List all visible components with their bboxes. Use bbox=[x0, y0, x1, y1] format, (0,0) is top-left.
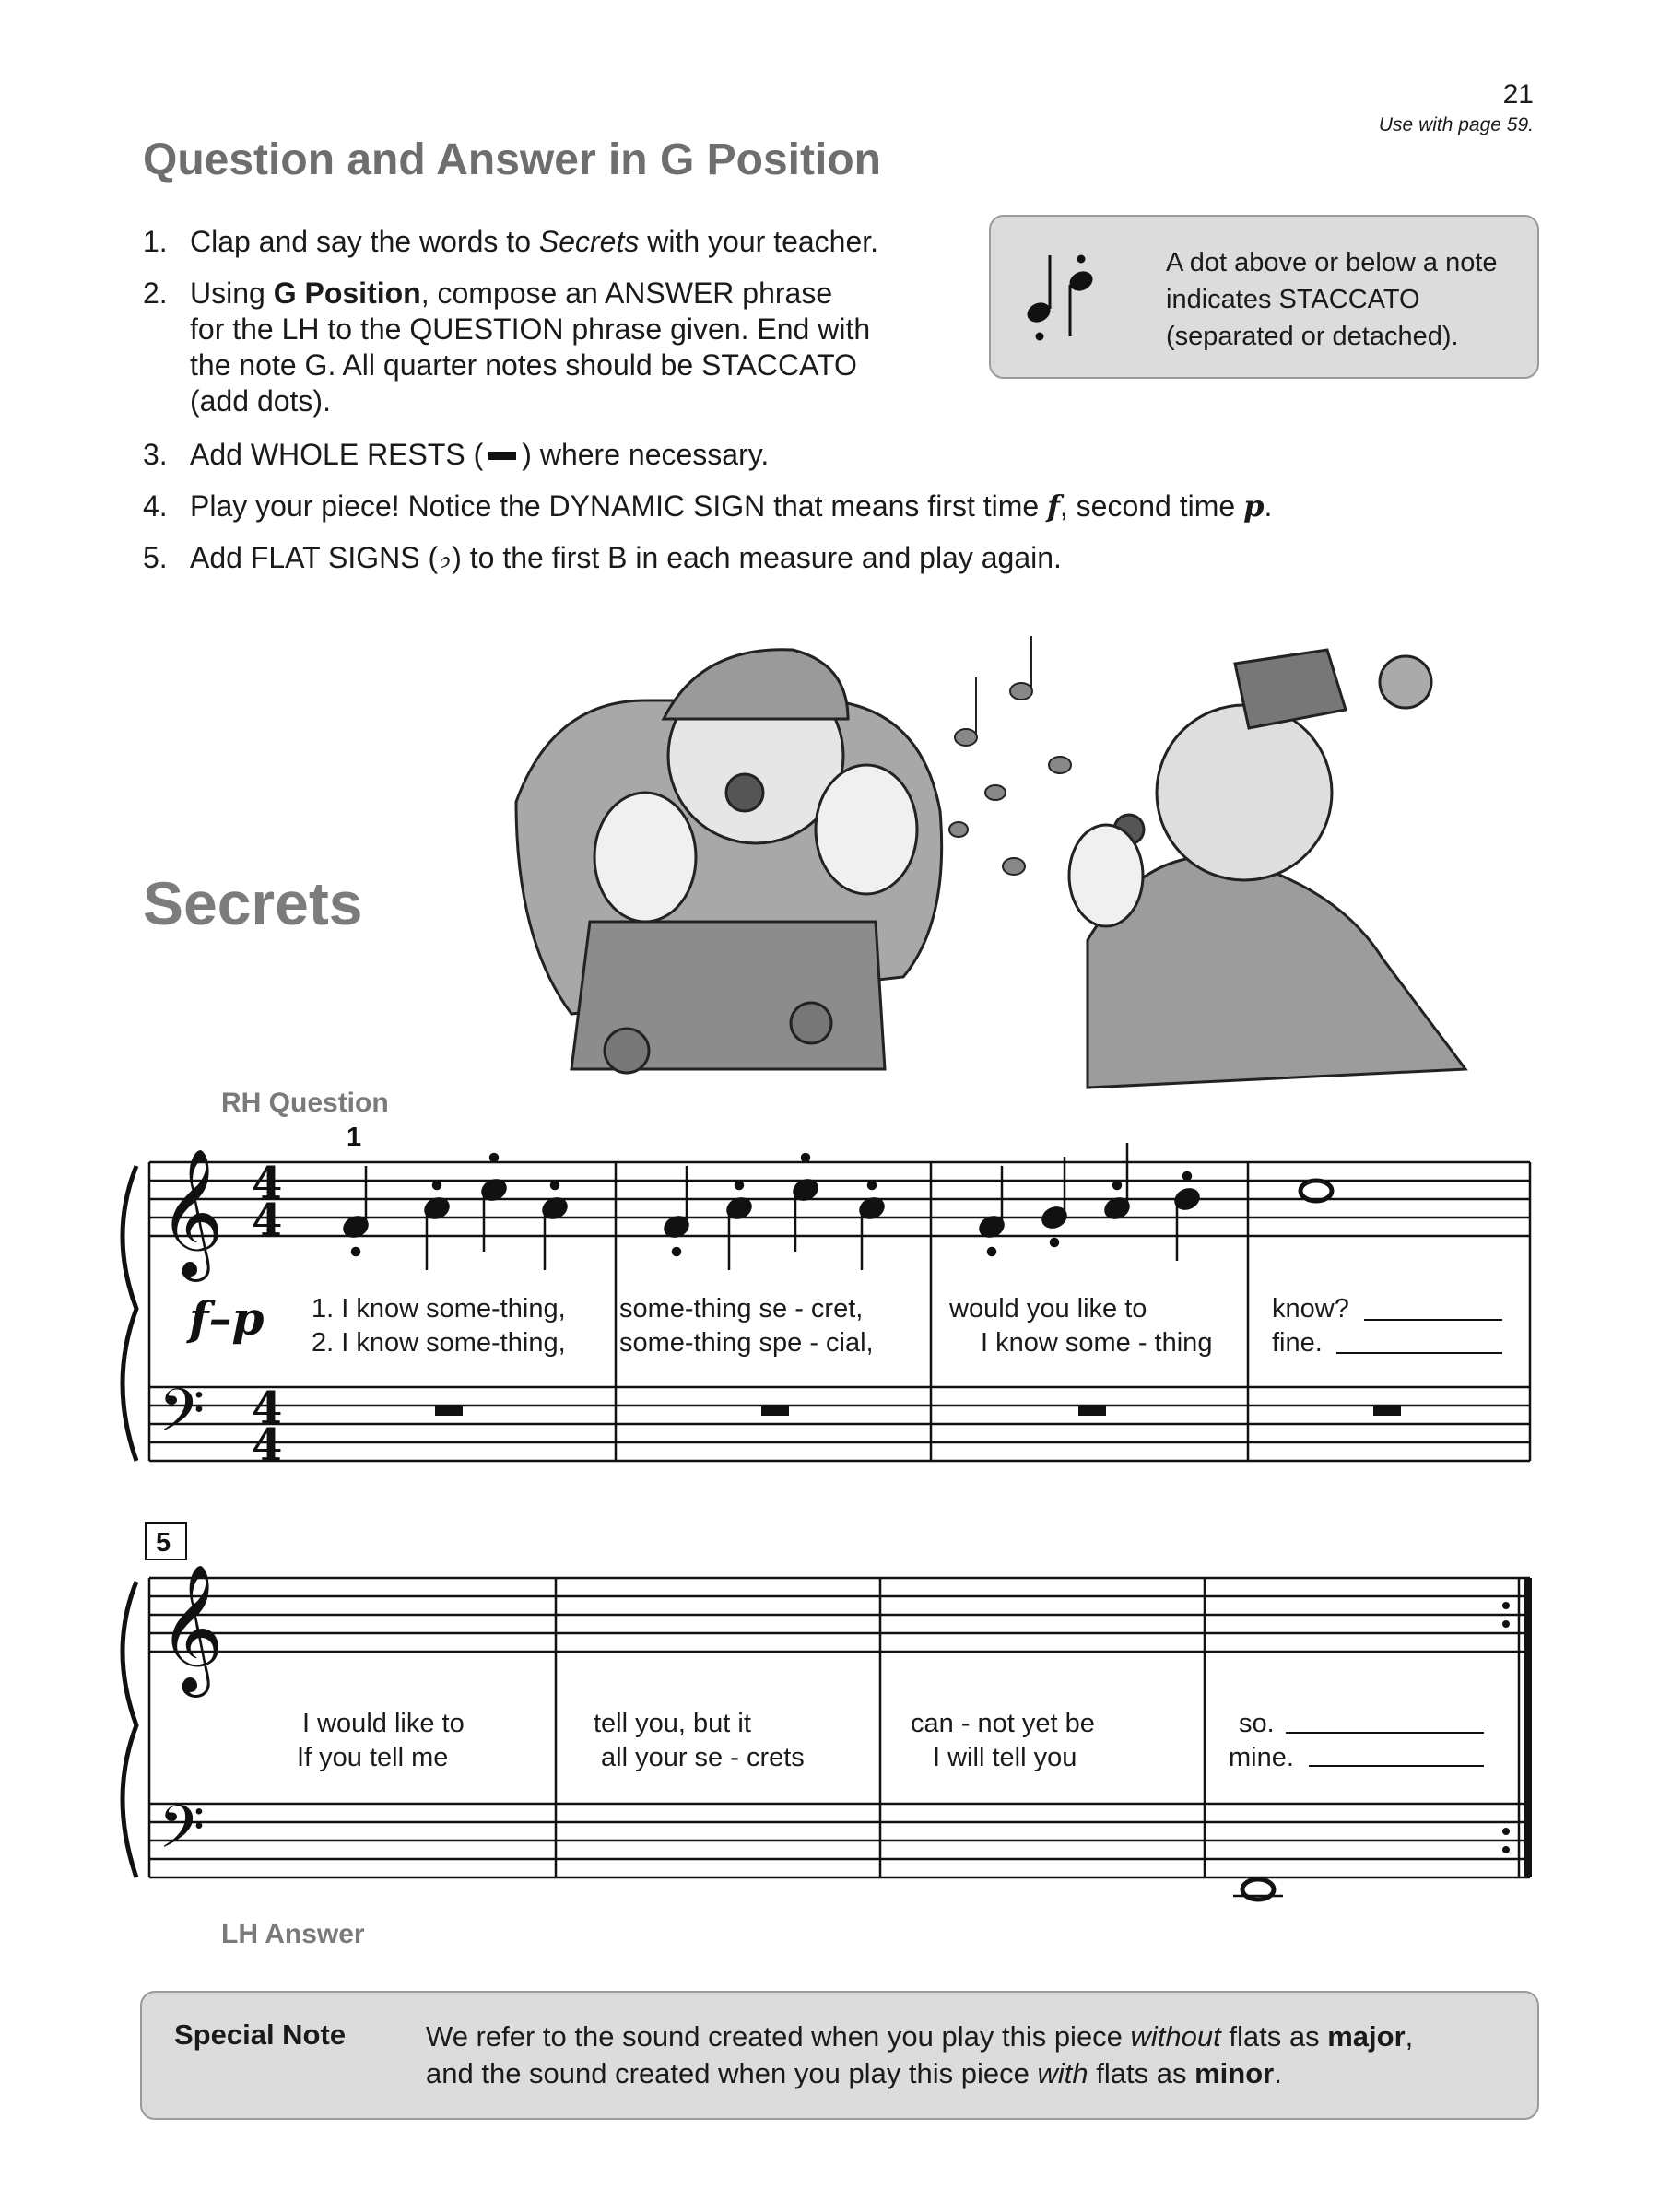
rh-question-label: RH Question bbox=[221, 1088, 389, 1118]
time-signature-bottom: 4 bbox=[252, 1419, 283, 1471]
special-note-label: Special Note bbox=[174, 2018, 347, 2051]
lyric-line: some-thing spe - cial, bbox=[619, 1328, 874, 1358]
lyric-line: 2. I know some-thing, bbox=[312, 1328, 566, 1358]
lyric-line: tell you, but it bbox=[594, 1709, 751, 1738]
bass-clef-icon: 𝄢 bbox=[159, 1794, 206, 1877]
page-title: Question and Answer in G Position bbox=[143, 135, 881, 184]
special-note-box bbox=[140, 1991, 1539, 2120]
lyric-line: I know some - thing bbox=[981, 1328, 1213, 1358]
time-signature-top: 4 bbox=[252, 1382, 283, 1434]
whole-rests bbox=[435, 1406, 1401, 1416]
final-barline bbox=[1524, 1578, 1532, 1877]
use-with-note: Use with page 59. bbox=[1378, 114, 1534, 135]
bass-clef-icon: 𝄢 bbox=[159, 1377, 206, 1460]
lyric-line: mine. bbox=[1229, 1743, 1294, 1772]
whole-note bbox=[1300, 1181, 1332, 1201]
brace-2 bbox=[123, 1582, 136, 1877]
flat-sign: ♭ bbox=[438, 540, 453, 575]
piece-title: Secrets bbox=[143, 869, 363, 937]
time-signature-top: 4 bbox=[252, 1158, 283, 1209]
lyric-line: all your se - crets bbox=[601, 1743, 805, 1772]
page-number: 21 bbox=[1502, 79, 1534, 110]
special-note-text: We refer to the sound created when you play this piece without flats as major, and the sound created when you play this piece with flats as minor. bbox=[426, 2020, 1414, 2089]
step-number: 5. bbox=[143, 541, 168, 574]
lyric-line: 1. I know some-thing, bbox=[312, 1294, 566, 1324]
brace-1 bbox=[123, 1166, 136, 1461]
step-number: 3. bbox=[143, 438, 168, 471]
lyric-line: I would like to bbox=[302, 1709, 465, 1738]
step-number: 2. bbox=[143, 276, 168, 310]
finger-number: 1 bbox=[347, 1123, 362, 1152]
lyric-line: would you like to bbox=[949, 1294, 1147, 1324]
piano-sign: p bbox=[1243, 488, 1265, 524]
staccato-description: A dot above or below a note indicates STACCATO (separated or detached). bbox=[1166, 248, 1498, 351]
step-number: 1. bbox=[143, 225, 168, 258]
lyric-line: some-thing se - cret, bbox=[619, 1294, 864, 1324]
treble-clef-icon: 𝄞 bbox=[159, 1564, 224, 1692]
lyric-line: know? bbox=[1272, 1294, 1349, 1324]
lyric-line: If you tell me bbox=[297, 1743, 449, 1772]
lyric-line: I will tell you bbox=[933, 1743, 1077, 1772]
lh-answer-label: LH Answer bbox=[221, 1919, 365, 1949]
dynamic-marking: f–p bbox=[189, 1291, 265, 1346]
time-signature-bottom: 4 bbox=[252, 1194, 283, 1246]
step-number: 4. bbox=[143, 489, 168, 523]
lyric-line: so. bbox=[1239, 1709, 1275, 1738]
lyric-line: can - not yet be bbox=[911, 1709, 1095, 1738]
treble-clef-icon: 𝄞 bbox=[159, 1148, 224, 1277]
lyric-line: fine. bbox=[1272, 1328, 1323, 1358]
forte-sign: f bbox=[1047, 488, 1060, 524]
measure-number: 5 bbox=[156, 1528, 171, 1558]
